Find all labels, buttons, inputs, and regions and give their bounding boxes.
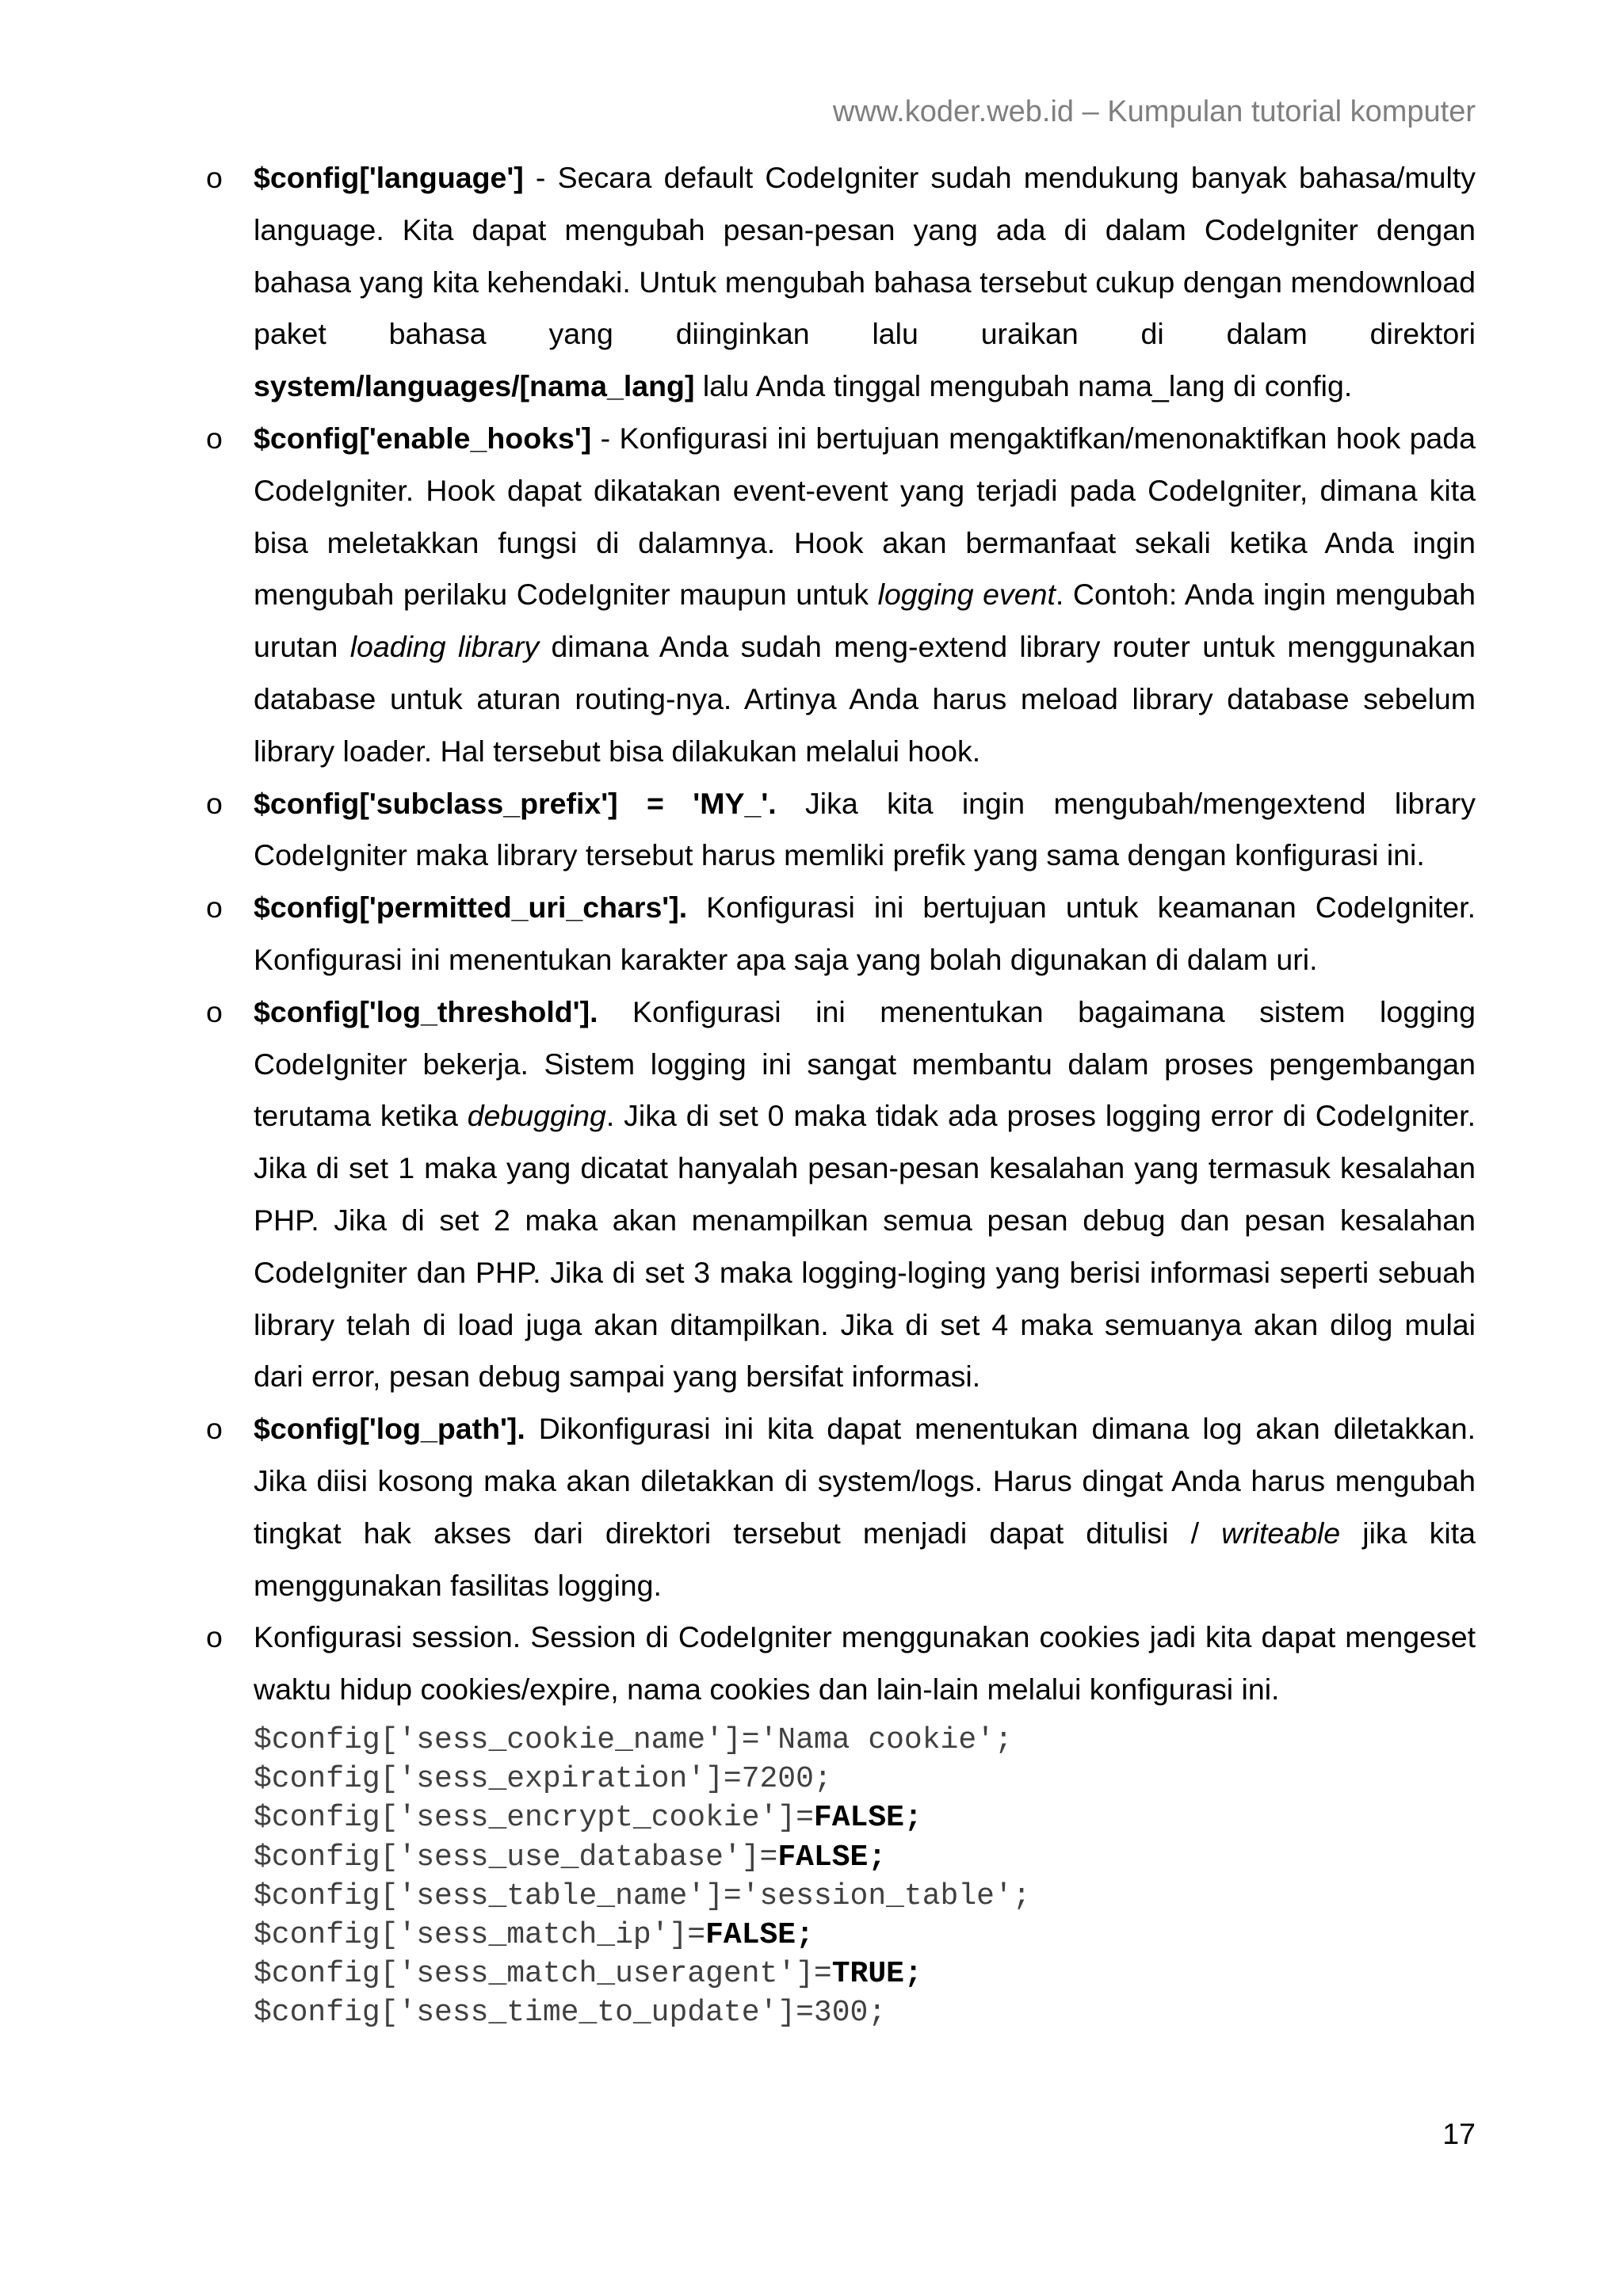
list-item [206,778,1476,883]
emphasis-text: debugging [467,1099,606,1133]
config-key: $config['permitted_uri_chars']. [254,891,688,925]
code-keyword: TRUE [831,1957,904,1992]
bullet-marker: o [206,786,223,820]
body-text: Konfigurasi ini menentukan bagaimana sistem logging CodeIgniter bekerja. Sistem logging ini sangat membantu dalam proses pengembangan terutama ketika [254,994,1476,1133]
body-text: dimana Anda sudah meng-extend library router untuk menggunakan database untuk aturan routing-nya. Artinya Anda harus meload library database sebelum library loader. Hal tersebut bisa dilakukan melalui hook. [254,630,1476,768]
body-text: - Secara default CodeIgniter sudah mendukung banyak bahasa/multy language. Kita dapat mengubah pesan-pesan yang ada di dalam CodeIgniter dengan bahasa yang kita kehendaki. Untuk mengubah bahasa tersebut cukup dengan mendownload paket bahasa yang diinginkan lalu uraikan di dalam direktori [254,161,1476,351]
code-line: $config['sess_match_ip']=FALSE; [254,1917,814,1952]
page-header: www.koder.web.id – Kumpulan tutorial komputer [832,95,1476,128]
document-body [206,152,1476,2033]
config-key: $config['language'] [254,161,524,194]
code-keyword: FALSE [705,1917,796,1952]
code-line: $config['sess_match_useragent']=TRUE; [254,1957,922,1992]
body-text: jika kita menggunakan fasilitas logging. [254,1516,1476,1602]
code-keyword: FALSE [813,1801,904,1836]
body-text: Jika kita ingin mengubah/mengextend library CodeIgniter maka library tersebut harus memliki prefik yang sama dengan konfigurasi ini. [254,786,1476,872]
page-number: 17 [1442,2117,1476,2150]
body-text: . Jika di set 0 maka tidak ada proses logging error di CodeIgniter. Jika di set 1 maka yang dicatat hanyalah pesan-pesan kesalahan yang termasuk kesalahan PHP. Jika di set 2 maka akan menampilkan semua pesan debug dan pesan kesalahan CodeIgniter dan PHP. Jika di set 3 maka logging-loging yang berisi informasi seperti sebuah library telah di load juga akan ditampilkan. Jika di set 4 maka semuanya akan dilog mulai dari error, pesan debug sampai yang bersifat informasi. [254,1099,1476,1394]
list-item [206,986,1476,1403]
list-item [206,882,1476,986]
config-key: $config['subclass_prefix'] = 'MY_'. [254,786,777,820]
body-text: Dikonfigurasi ini kita dapat menentukan dimana log akan diletakkan. Jika diisi kosong maka akan diletakkan di system/logs. Harus dingat Anda harus mengubah tingkat hak akses dari direktori tersebut menjadi dapat ditulisi / [254,1412,1476,1550]
config-list [206,152,1476,1716]
list-item [206,1611,1476,1716]
config-key: $config['log_threshold']. [254,994,598,1028]
emphasis-text: logging event [877,578,1056,612]
code-line: $config['sess_cookie_name']='Nama cookie'; [254,1722,1013,1757]
code-line: $config['sess_expiration']=7200; [254,1762,832,1797]
body-text: Konfigurasi session. Session di CodeIgniter menggunakan cookies jadi kita dapat mengeset waktu hidup cookies/expire, nama cookies dan lain-lain melalui konfigurasi ini. [254,1620,1476,1707]
code-line: $config['sess_encrypt_cookie']=FALSE; [254,1801,922,1836]
bullet-marker: o [206,421,223,455]
body-text: . Contoh: Anda ingin mengubah urutan [254,578,1476,664]
code-line: $config['sess_time_to_update']=300; [254,1996,887,2031]
list-item [206,1403,1476,1611]
config-key: $config['enable_hooks'] [254,421,592,455]
list-item [206,413,1476,778]
bullet-marker: o [206,994,223,1028]
code-keyword: FALSE [777,1840,869,1875]
emphasis-text: writeable [1221,1516,1341,1550]
bullet-marker: o [206,161,223,194]
config-key: system/languages/[nama_lang] [254,369,695,403]
body-text: lalu Anda tinggal mengubah nama_lang di config. [694,369,1353,403]
bullet-marker: o [206,1412,223,1446]
body-text: - Konfigurasi ini bertujuan mengaktifkan/menonaktifkan hook pada CodeIgniter. Hook dapat dikatakan event-event yang terjadi pada CodeIgniter, dimana kita bisa meletakkan fungsi di dalamnya. Hook akan bermanfaat sekali ketika Anda ingin mengubah perilaku CodeIgniter maupun untuk [254,421,1476,612]
body-text: Konfigurasi ini bertujuan untuk keamanan CodeIgniter. Konfigurasi ini menentukan karakter apa saja yang bolah digunakan di dalam uri. [254,891,1476,976]
code-line: $config['sess_table_name']='session_table'; [254,1878,1031,1913]
code-line: $config['sess_use_database']=FALSE; [254,1840,887,1875]
code-block [254,1721,1476,2033]
list-item [206,152,1476,413]
emphasis-text: loading library [349,630,540,664]
bullet-marker: o [206,891,223,925]
config-key: $config['log_path']. [254,1412,525,1446]
bullet-marker: o [206,1620,223,1654]
